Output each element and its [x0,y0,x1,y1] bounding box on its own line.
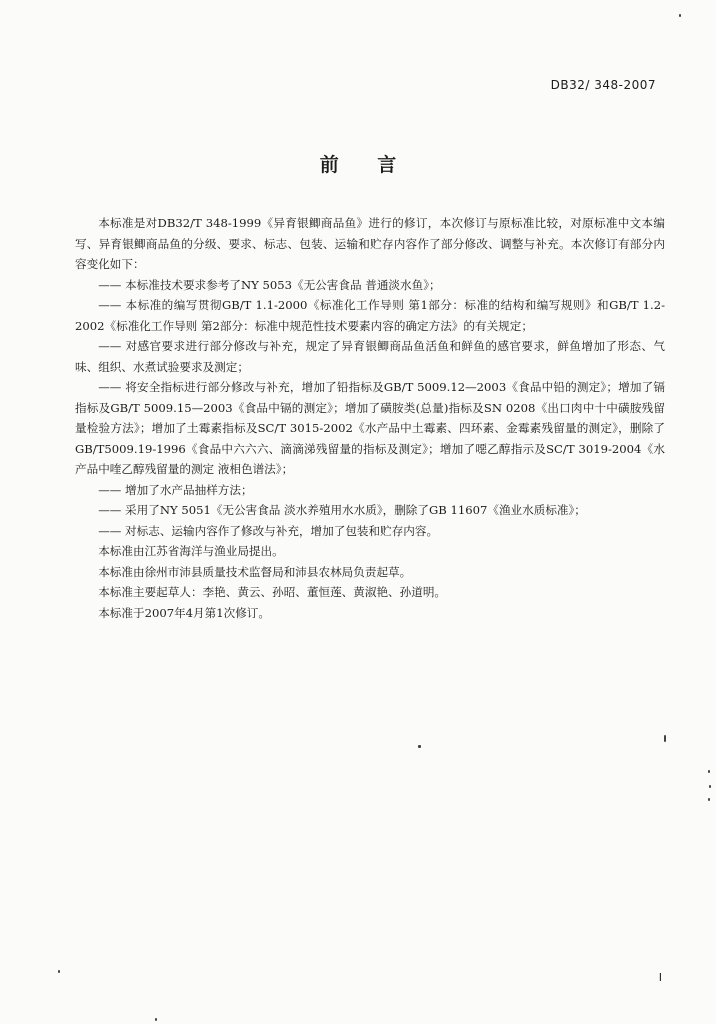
foreword-body [75,213,665,623]
paragraph-proposer: 本标准由江苏省海洋与渔业局提出。 [98,544,284,558]
page-title: 前 言 [319,154,397,176]
scan-speck [708,770,710,773]
scan-speck [155,1018,157,1021]
paragraph-intro: 本标准是对DB32/T 348-1999《异育银鲫商品鱼》进行的修订，本次修订与原标准比较，对原标准中文本编写、异育银鲫商品鱼的分级、要求、标志、包装、运输和贮存内容作了部分修改、调整与补充。本次修订有部分内容变化如下： [75,216,665,271]
paragraph-drafters: 本标准主要起草人：李艳、黄云、孙昭、董恒莲、黄淑艳、孙道明。 [98,585,447,599]
scan-speck [664,735,666,742]
paragraph-item-water-quality: —— 采用了NY 5051《无公害食品 淡水养殖用水水质》，删除了GB 11607《渔业水质标准》； [98,503,586,517]
standard-code: DB32/ 348-2007 [550,78,656,92]
paragraph-drafting-units: 本标准由徐州市沛县质量技术监督局和沛县农林局负责起草。 [98,564,412,579]
paragraph-item-safety-indicators: —— 将安全指标进行部分修改与补充，增加了铅指标及GB/T 5009.12—2003《食品中铅的测定》；增加了镉指标及GB/T 5009.15—2003《食品中镉的测定》；增加了磺胺类(总量)指标及SN 0208《出口肉中十中磺胺残留量检验方法》；增加了土霉素指标及SC/T 3015-2002《水产品中土霉素、四环素、金霉素残留量的测定》，删除了GB/T5009.19-1996《食品中六六六、滴滴涕残留量的指标及测定》；增加了噁乙醇指示及SC/T 3019-2004《水产品中喹乙醇残留量的测定 液相色谱法》； [75,380,665,476]
scan-speck [679,14,681,17]
paragraph-revision-date: 本标准于2007年4月第1次修订。 [98,605,270,620]
scan-speck [58,970,60,973]
paragraph-item-sensory-requirements: —— 对感官要求进行部分修改与补充，规定了异育银鲫商品鱼活鱼和鲜鱼的感官要求，鲜鱼增加了形态、气味、组织、水煮试验要求及测定； [75,339,665,374]
page-number: I [658,971,662,984]
paragraph-item-technical-requirements: —— 本标准技术要求参考了NY 5053《无公害食品 普通淡水鱼》； [98,277,441,292]
scan-speck [708,798,710,801]
paragraph-item-labeling-transport: —— 对标志、运输内容作了修改与补充，增加了包装和贮存内容。 [98,523,439,538]
scan-speck [709,785,711,788]
paragraph-item-sampling-method: —— 增加了水产品抽样方法； [98,482,253,497]
paragraph-item-drafting-rules: —— 本标准的编写贯彻GB/T 1.1-2000《标准化工作导则 第1部分：标准的结构和编写规则》和GB/T 1.2-2002《标准化工作导则 第2部分：标准中规范性技术要素内容的确定方法》的有关规定； [75,298,665,333]
scan-speck [418,745,421,748]
